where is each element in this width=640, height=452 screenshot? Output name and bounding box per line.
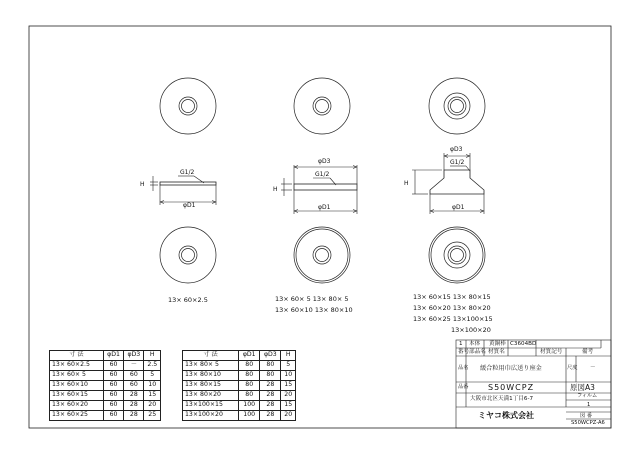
table-row (50, 391, 161, 401)
right-g-label: G1/2 (450, 159, 465, 166)
table-row (183, 391, 296, 401)
table-cell: 13× 80×10 (183, 371, 239, 381)
left-d1-label: φD1 (183, 202, 196, 209)
table-row (50, 401, 161, 411)
caption-right-2: 13× 60×20 13× 80×20 (413, 304, 491, 312)
tb-col-remarks: 備考 (582, 349, 594, 355)
table-cell: 28 (260, 391, 281, 401)
table-cell: 60 (124, 371, 144, 381)
table-cell: 25 (144, 411, 161, 421)
tb-company: ミヤコ株式会社 (478, 411, 534, 420)
table-cell: 28 (260, 401, 281, 411)
table-header-cell: 寸 法 (50, 351, 104, 361)
tb-model-label: 品番 (458, 384, 469, 390)
table-row (183, 411, 296, 421)
tb-original: 原図A3 (570, 383, 595, 392)
table-cell: 13× 60×2.5 (50, 361, 104, 371)
tb-body-label: 本体 (469, 341, 481, 347)
caption-middle-1: 13× 60× 5 13× 80× 5 (275, 295, 349, 303)
right-h-label: H (404, 180, 409, 187)
table-header-cell: φD1 (239, 351, 260, 361)
tb-sheet-label: フィルム (577, 393, 598, 399)
table-cell: 13× 80×20 (183, 391, 239, 401)
table-header-row (50, 351, 161, 361)
table-cell: 80 (260, 361, 281, 371)
table-cell: 13×100×20 (183, 411, 239, 421)
table-cell: 60 (103, 381, 123, 391)
table-cell: － (124, 361, 144, 371)
bottom-view-left (160, 227, 216, 283)
tb-sheet-value: 1 (587, 402, 591, 408)
tb-name-label: 品名 (458, 365, 469, 371)
table-cell: 15 (281, 401, 296, 411)
tb-product-name: 緩合粒用巾広送り座金 (480, 365, 542, 372)
table-cell: 10 (144, 381, 161, 391)
table-cell: 15 (281, 381, 296, 391)
tb-col-material-code: 材質記号 (540, 349, 563, 355)
caption-right-3: 13× 60×25 13×100×15 (413, 315, 493, 323)
table-cell: 80 (260, 371, 281, 381)
table-row (183, 371, 296, 381)
table-row (50, 361, 161, 371)
plan-view-left (160, 78, 216, 134)
table-cell: 80 (239, 371, 260, 381)
caption-right-1: 13× 60×15 13× 80×15 (413, 293, 491, 301)
table-header-row (183, 351, 296, 361)
table-row (183, 361, 296, 371)
table-cell: 13× 80× 5 (183, 361, 239, 371)
table-header-cell: H (281, 351, 296, 361)
table-cell: 60 (103, 391, 123, 401)
tb-material-code: C3604BD (510, 341, 537, 347)
tb-col-material: 材質名 (488, 349, 505, 355)
bottom-view-right (429, 227, 485, 283)
left-g-label: G1/2 (180, 169, 195, 176)
tb-col-no: 番号 (458, 349, 470, 355)
table-header-cell: 寸 法 (183, 351, 239, 361)
table-row (50, 371, 161, 381)
table-cell: 28 (260, 411, 281, 421)
table-cell: 20 (281, 391, 296, 401)
table-cell: 80 (239, 391, 260, 401)
middle-d1-label: φD1 (318, 204, 331, 211)
table-cell: 60 (103, 401, 123, 411)
table-row (50, 411, 161, 421)
table-cell: 13× 60×10 (50, 381, 104, 391)
table-cell: 10 (281, 371, 296, 381)
caption-middle-2: 13× 60×10 13× 80×10 (275, 306, 353, 314)
table-cell: 13× 60×25 (50, 411, 104, 421)
tb-drawing-no-label: 図 番 (580, 413, 593, 419)
tb-scale-value: － (590, 365, 596, 371)
table-cell: 60 (103, 361, 123, 371)
section-view-left (150, 176, 216, 205)
table-cell: 20 (281, 411, 296, 421)
table-cell: 13× 80×15 (183, 381, 239, 391)
table-cell: 13× 60× 5 (50, 371, 104, 381)
dimension-table-1 (49, 350, 161, 421)
middle-d3-label: φD3 (318, 158, 331, 165)
table-cell: 13×100×15 (183, 401, 239, 411)
table-cell: 80 (239, 361, 260, 371)
tb-scale-label: 尺度 (567, 365, 578, 371)
table-header-cell: φD3 (260, 351, 281, 361)
tb-col-part: 部品名 (469, 349, 486, 355)
table-row (183, 381, 296, 391)
dimension-table-2 (182, 350, 296, 421)
table-header-cell: φD3 (124, 351, 144, 361)
tb-material-label: 黄銅棒 (489, 341, 506, 347)
tb-count: 1 (459, 341, 463, 347)
tb-drawing-no: S50WCPZ-A6 (571, 420, 605, 426)
table-cell: 28 (124, 401, 144, 411)
table-cell: 2.5 (144, 361, 161, 371)
table-cell: 60 (124, 381, 144, 391)
tb-model: S50WCPZ (488, 383, 535, 392)
table-cell: 13× 60×15 (50, 391, 104, 401)
table-header-cell: φD1 (103, 351, 123, 361)
table-cell: 100 (239, 401, 260, 411)
table-header-cell: H (144, 351, 161, 361)
plan-view-right (429, 78, 485, 134)
section-view-right (412, 153, 484, 214)
plan-view-middle (294, 78, 350, 134)
table-cell: 5 (281, 361, 296, 371)
caption-left: 13× 60×2.5 (168, 296, 208, 304)
middle-h-label: H (273, 186, 278, 193)
bottom-view-middle (294, 227, 350, 283)
middle-g-label: G1/2 (315, 171, 330, 178)
right-d1-label: φD1 (452, 204, 465, 211)
table-cell: 20 (144, 401, 161, 411)
tb-address: 大阪市北区天満1丁目6-7 (470, 396, 534, 402)
table-cell: 28 (124, 391, 144, 401)
left-h-label: H (140, 181, 145, 188)
table-cell: 60 (103, 411, 123, 421)
table-cell: 28 (260, 381, 281, 391)
table-cell: 100 (239, 411, 260, 421)
table-cell: 15 (144, 391, 161, 401)
table-cell: 28 (124, 411, 144, 421)
table-cell: 5 (144, 371, 161, 381)
table-row (50, 381, 161, 391)
caption-right-4: 13×100×20 (451, 326, 491, 334)
table-cell: 13× 60×20 (50, 401, 104, 411)
right-d3-label: φD3 (450, 146, 463, 153)
table-cell: 60 (103, 371, 123, 381)
table-row (183, 401, 296, 411)
table-cell: 80 (239, 381, 260, 391)
